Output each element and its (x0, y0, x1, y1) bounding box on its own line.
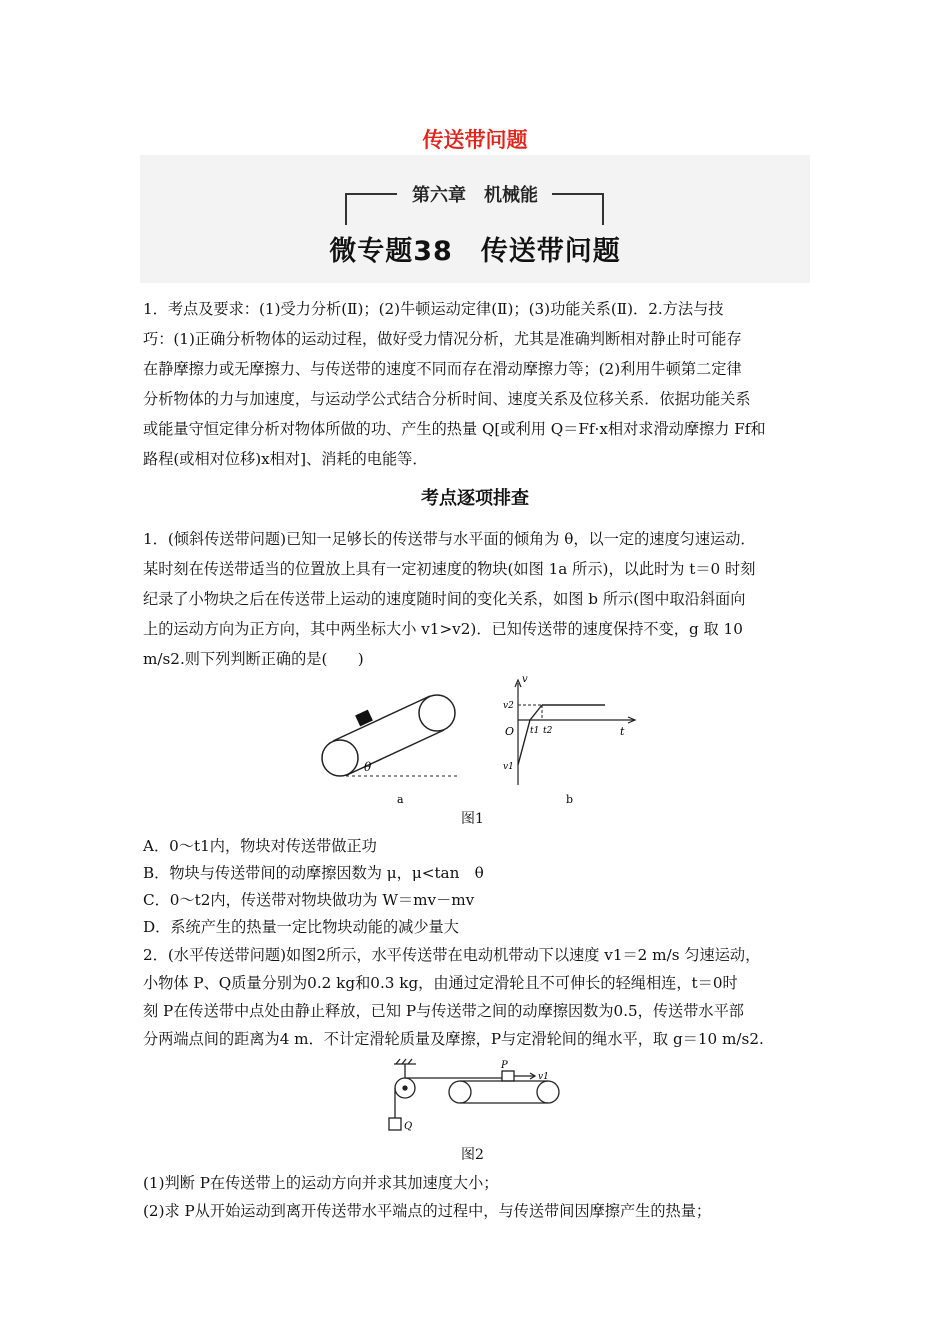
q2-sub-1: (1)判断 P在传送带上的运动方向并求其加速度大小； (143, 1174, 499, 1192)
chapter-banner (140, 155, 810, 283)
q1-line: 某时刻在传送带适当的位置放上具有一定初速度的物块(如图 1a 所示)，以此时为 t＝0 时刻 (143, 560, 756, 578)
chapter-title (140, 181, 810, 207)
q2-sub-2: (2)求 P从开始运动到离开传送带水平端点的过程中，与传送带间因摩擦产生的热量； (143, 1202, 712, 1220)
q2-line: 2．(水平传送带问题)如图2所示，水平传送带在电动机带动下以速度 v1＝2 m/s 匀速运动， (143, 946, 761, 964)
Q-label: Q (404, 1121, 413, 1132)
intro-line: 分析物体的力与加速度，与运动学公式结合分析时间、速度关系及位移关系．依据功能关系 (143, 390, 751, 408)
figure-2 (380, 1058, 580, 1140)
q1-line: m/s2.则下列判断正确的是( ) (143, 650, 364, 668)
q1-option-c: C．0～t2内，传送带对物块做功为 W＝mv－mv (143, 891, 475, 909)
intro-line: 1．考点及要求：(1)受力分析(Ⅱ)；(2)牛顿运动定律(Ⅱ)；(3)功能关系(Ⅱ)．2.方法与技 (143, 300, 724, 318)
figure-1 (300, 665, 660, 810)
q1-line: 上的运动方向为正方向，其中两坐标大小 v1>v2)．已知传送带的速度保持不变，g 取 10 (143, 620, 743, 638)
fig1-label-b: b (566, 793, 574, 806)
q1-line: 纪录了小物块之后在传送带上运动的速度随时间的变化关系，如图 b 所示(图中取沿斜面向 (143, 590, 746, 608)
theta-label: θ (364, 760, 372, 774)
v2-label: v2 (503, 701, 514, 711)
t1-label: t1 (530, 726, 540, 736)
intro-line: 巧：(1)正确分析物体的运动过程，做好受力情况分析，尤其是准确判断相对静止时可能存 (143, 330, 742, 348)
q2-line: 刻 P在传送带中点处由静止释放，已知 P与传送带之间的动摩擦因数为0.5，传送带水平部 (143, 1002, 744, 1020)
section-heading: 考点逐项排查 (421, 488, 529, 509)
q1-line: 1．(倾斜传送带问题)已知一足够长的传送带与水平面的倾角为 θ，以一定的速度匀速运动． (143, 530, 756, 548)
axis-v-label: v (522, 674, 528, 685)
q1-option-b: B．物块与传送带间的动摩擦因数为 μ，μ<tan θ (143, 864, 484, 882)
intro-line: 或能量守恒定律分析对物体所做的功、产生的热量 Q[或利用 Q＝Ff·x相对求滑动摩擦力 Ff和 (143, 420, 766, 438)
inclined-belt-diagram (322, 695, 460, 776)
red-title: 传送带问题 (422, 128, 528, 152)
v1-label: v1 (503, 762, 514, 772)
q2-line: 小物体 P、Q质量分别为0.2 kg和0.3 kg，由通过定滑轮且不可伸长的轻绳相连，t＝0时 (143, 974, 738, 992)
q1-option-a: A．0～t1内，物块对传送带做正功 (143, 837, 377, 855)
P-label: P (501, 1060, 508, 1071)
special-topic-title: 微专题38 传送带问题 (329, 236, 621, 267)
intro-line: 路程(或相对位移)x相对]、消耗的电能等． (143, 450, 428, 468)
v1-arrow-label: v1 (538, 1072, 549, 1082)
pulley-belt-diagram (389, 1059, 559, 1130)
axis-t-label: t (620, 725, 625, 738)
fig1-label-a: a (397, 793, 404, 806)
fig1-caption: 图1 (461, 811, 484, 827)
intro-line: 在静摩擦力或无摩擦力、与传送带的速度不同而存在滑动摩擦力等；(2)利用牛顿第二定律 (143, 360, 742, 378)
fig2-caption: 图2 (461, 1147, 484, 1163)
origin-label: O (505, 725, 515, 738)
chapter-label: 第六章 机械能 (402, 185, 548, 206)
t2-label: t2 (543, 726, 553, 736)
q1-option-d: D．系统产生的热量一定比物块动能的减少量大 (143, 918, 459, 936)
q2-line: 分两端点间的距离为4 m．不计定滑轮质量及摩擦，P与定滑轮间的绳水平，取 g＝10 m/s2. (143, 1030, 764, 1048)
